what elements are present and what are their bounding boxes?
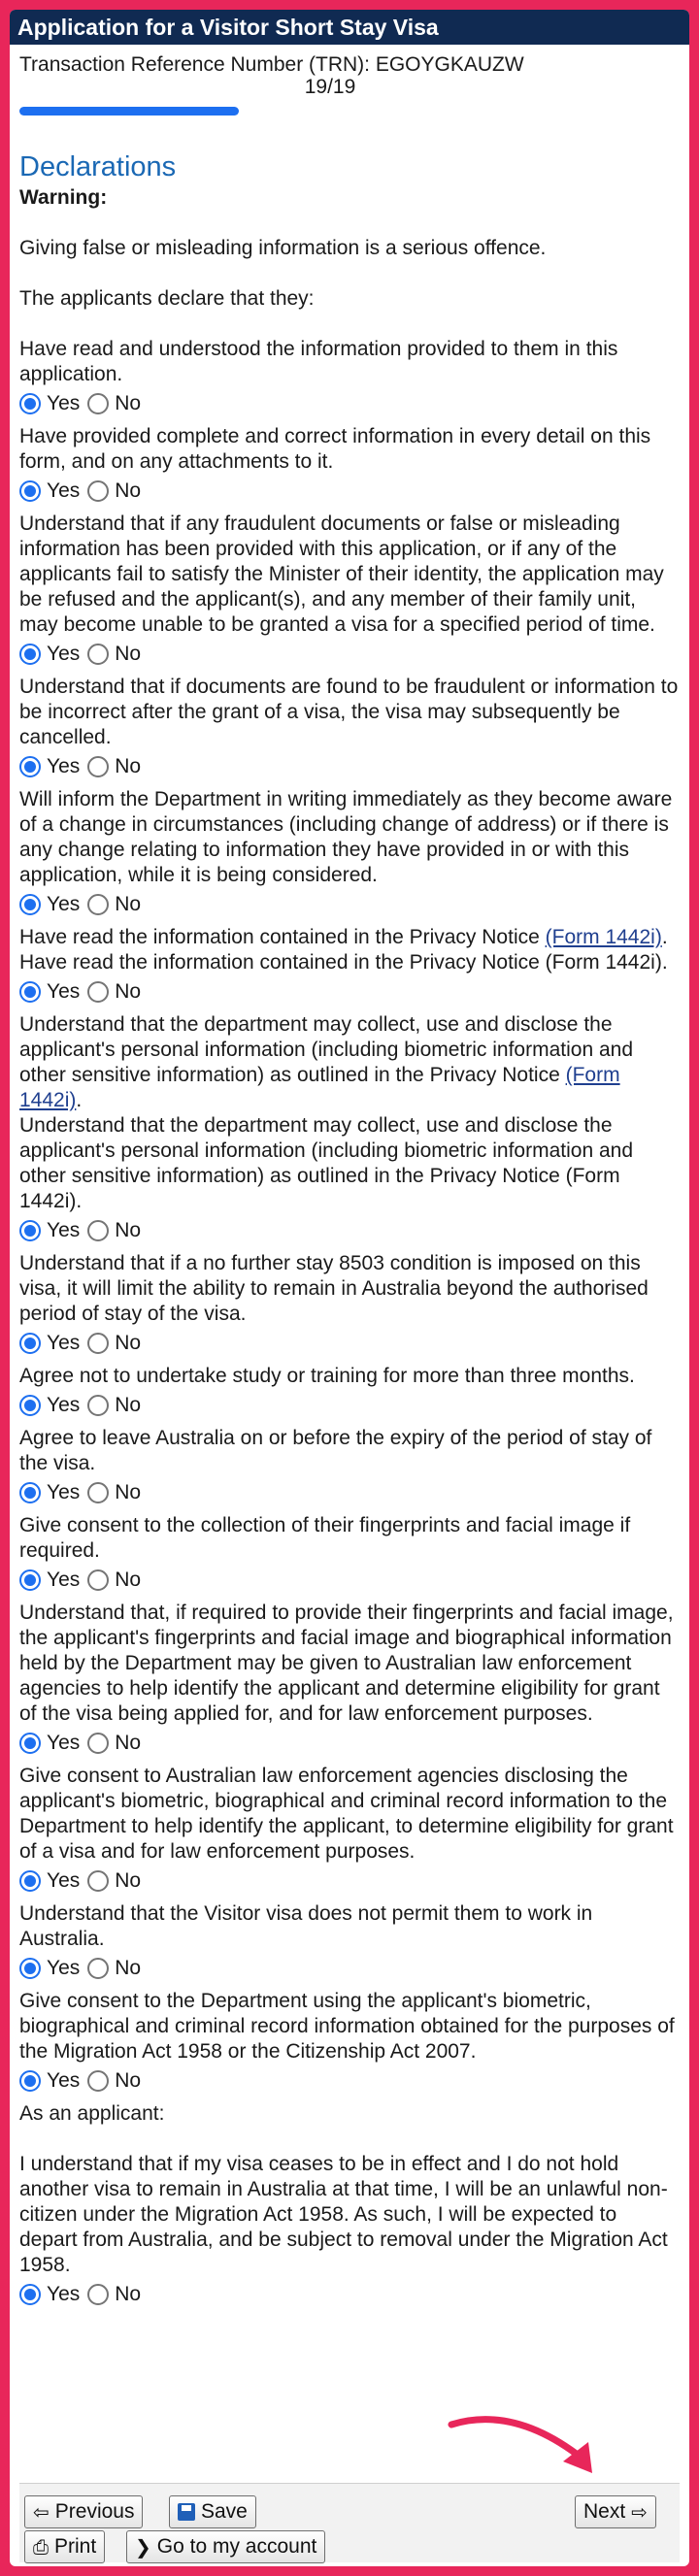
privacy-notice-link[interactable]: (Form 1442i): [19, 1064, 620, 1111]
yes-radio[interactable]: [19, 1870, 41, 1892]
no-label: No: [115, 893, 142, 915]
next-label: Next: [583, 2500, 626, 2523]
declaration-linked-suffix: .: [661, 926, 668, 948]
questions-list: [19, 337, 680, 2096]
yes-no-radio-group: [19, 752, 680, 781]
no-radio[interactable]: [87, 1958, 109, 1979]
yes-label: Yes: [47, 1481, 81, 1503]
declaration-item: [19, 1251, 680, 1358]
yes-no-radio-group: [19, 977, 680, 1007]
yes-radio[interactable]: [19, 1220, 41, 1241]
intro-warning-text: Giving false or misleading information is a serious offence.: [19, 237, 547, 259]
declaration-item: [19, 1764, 680, 1896]
yes-no-radio-group: [19, 1954, 680, 1983]
declaration-text: Agree not to undertake study or training for more than three months.: [19, 1365, 635, 1387]
annotation-arrow-icon: [447, 2405, 621, 2483]
yes-label: Yes: [47, 980, 81, 1003]
declaration-text: Understand that the Visitor visa does not permit them to work in Australia.: [19, 1902, 593, 1950]
no-radio[interactable]: [87, 894, 109, 915]
declaration-linked-text: [19, 1012, 680, 1113]
step-counter: 19/19: [304, 76, 356, 98]
no-radio[interactable]: [87, 981, 109, 1003]
yes-label: Yes: [47, 1332, 81, 1354]
yes-no-radio-group: [19, 1478, 680, 1507]
declaration-text: Give consent to the collection of their fingerprints and facial image if required.: [19, 1514, 631, 1562]
no-label: No: [115, 1394, 142, 1416]
no-radio[interactable]: [87, 2070, 109, 2092]
no-label: No: [115, 1481, 142, 1503]
footer-toolbar: [19, 2483, 680, 2562]
yes-label: Yes: [47, 479, 81, 502]
yes-label: Yes: [47, 755, 81, 777]
declaration-text: Understand that the department may collect, use and disclose the applicant's personal information (including biometric information and other sensitive information) as outlined in the Privacy Notice (Form 1442i).: [19, 1114, 634, 1212]
yes-no-radio-group: [19, 389, 680, 418]
declarations-content: [10, 185, 689, 2309]
no-radio[interactable]: [87, 1569, 109, 1591]
page-title: Application for a Visitor Short Stay Visa: [10, 10, 689, 45]
yes-label: Yes: [47, 1732, 81, 1754]
declaration-linked-prefix: Understand that the department may collect, use and disclose the applicant's personal information (including biometric information and other sensitive information) as outlined in the Privacy Notice: [19, 1013, 634, 1086]
declaration-text: Have read and understood the information provided to them in this application.: [19, 338, 618, 385]
yes-no-radio-group: [19, 1566, 680, 1595]
no-radio[interactable]: [87, 1870, 109, 1892]
no-radio[interactable]: [87, 1733, 109, 1754]
applicant-heading: As an applicant:: [19, 2102, 165, 2125]
declaration-text: Understand that, if required to provide their fingerprints and facial image, the applicant's fingerprints and facial image and biographical information held by the Department may be given to Australian law enforcement agencies to help identify the applicant and determine eligibility for grant of the visa being applied for, and for law enforcement purposes.: [19, 1602, 674, 1725]
arrow-left-icon: ⇦: [33, 2500, 50, 2524]
yes-radio[interactable]: [19, 981, 41, 1003]
privacy-notice-link[interactable]: (Form 1442i): [545, 926, 662, 948]
yes-no-radio-group: [19, 1866, 680, 1896]
yes-no-radio-group: [19, 477, 680, 506]
yes-radio[interactable]: [19, 2070, 41, 2092]
no-label: No: [115, 1332, 142, 1354]
declaration-linked-prefix: Have read the information contained in the Privacy Notice: [19, 926, 546, 948]
printer-icon: ⎙: [33, 2535, 49, 2559]
declaration-item: [19, 424, 680, 506]
yes-label: Yes: [47, 1957, 81, 1979]
yes-radio[interactable]: [19, 1569, 41, 1591]
no-radio[interactable]: [87, 1333, 109, 1354]
yes-no-radio-group: [19, 1391, 680, 1420]
yes-no-radio-group: [19, 2066, 680, 2096]
yes-radio[interactable]: [19, 894, 41, 915]
declaration-text: Understand that if a no further stay 8503 condition is imposed on this visa, it will limit the ability to remain in Australia beyond the authorised period of stay of the visa.: [19, 1252, 649, 1325]
no-label: No: [115, 1569, 142, 1591]
yes-radio[interactable]: [19, 2284, 41, 2305]
no-label: No: [115, 479, 142, 502]
declaration-item: [19, 1513, 680, 1595]
next-button[interactable]: [575, 2495, 656, 2528]
yes-radio[interactable]: [19, 393, 41, 414]
no-radio[interactable]: [87, 1220, 109, 1241]
declaration-item: [19, 787, 680, 919]
no-radio[interactable]: [87, 1395, 109, 1416]
no-radio[interactable]: [87, 1482, 109, 1503]
no-radio[interactable]: [87, 393, 109, 414]
no-radio[interactable]: [87, 480, 109, 502]
declaration-item: [19, 1989, 680, 2096]
declaration-item: [19, 1426, 680, 1507]
intro-declare-text: The applicants declare that they:: [19, 287, 315, 310]
application-page: [10, 10, 689, 2566]
save-label: Save: [201, 2500, 248, 2523]
applicant-declaration-text: I understand that if my visa ceases to be in effect and I do not hold another visa to remain in Australia at that time, I will be an unlawful non-citizen under the Migration Act 1958. As such, I will be expected to depart from Australia, and be subject to removal under the Migration Act 1958.: [19, 2153, 668, 2276]
yes-no-radio-group: [19, 1329, 680, 1358]
declaration-item: [19, 925, 680, 1007]
declaration-text: Have provided complete and correct information in every detail on this form, and on any attachments to it.: [19, 425, 651, 473]
no-label: No: [115, 755, 142, 777]
progress-bar: [19, 107, 239, 116]
declaration-text: Will inform the Department in writing immediately as they become aware of a change in circumstances (including change of address) or if there is any change relating to information they have provided in or with this application, while it is being considered.: [19, 788, 673, 886]
no-label: No: [115, 1957, 142, 1979]
previous-label: Previous: [54, 2500, 135, 2523]
applicant-radio-group: [19, 2280, 680, 2309]
print-button[interactable]: [24, 2530, 105, 2563]
print-label: Print: [54, 2535, 97, 2558]
chevron-right-icon: ❯: [135, 2535, 151, 2559]
section-title: Declarations: [19, 151, 177, 182]
yes-no-radio-group: [19, 1216, 680, 1245]
yes-label: Yes: [47, 1394, 81, 1416]
yes-radio[interactable]: [19, 1482, 41, 1503]
no-label: No: [115, 392, 142, 414]
declaration-item: [19, 675, 680, 781]
arrow-right-icon: ⇨: [631, 2500, 648, 2524]
declaration-text: Give consent to Australian law enforcement agencies disclosing the applicant's biometric, biographical and criminal record information to the Department to help identify the applicant, to determine eligibility for grant of a visa and for law enforcement purposes.: [19, 1765, 674, 1863]
yes-label: Yes: [47, 2069, 81, 2092]
yes-label: Yes: [47, 643, 81, 665]
no-radio[interactable]: [87, 756, 109, 777]
declaration-text: Understand that if documents are found to be fraudulent or information to be incorrect after the grant of a visa, the visa may subsequently be cancelled.: [19, 676, 679, 748]
yes-no-radio-group: [19, 640, 680, 669]
yes-label: Yes: [47, 893, 81, 915]
yes-label: Yes: [47, 1869, 81, 1892]
no-label: No: [115, 1732, 142, 1754]
trn-label: Transaction Reference Number (TRN): EGOYGKAUZW: [19, 53, 524, 76]
declaration-text: Give consent to the Department using the applicant's biometric, biographical and criminal record information obtained for the purposes of the Migration Act 1958 or the Citizenship Act 2007.: [19, 1990, 675, 2063]
no-label: No: [115, 643, 142, 665]
no-radio[interactable]: [87, 2284, 109, 2305]
save-button[interactable]: [169, 2495, 256, 2528]
declaration-text: Have read the information contained in the Privacy Notice (Form 1442i).: [19, 951, 668, 974]
declaration-item: [19, 1901, 680, 1983]
account-label: Go to my account: [156, 2535, 317, 2558]
yes-no-radio-group: [19, 1729, 680, 1758]
previous-button[interactable]: [24, 2495, 143, 2528]
yes-radio[interactable]: [19, 756, 41, 777]
declaration-item: [19, 1364, 680, 1420]
yes-radio[interactable]: [19, 480, 41, 502]
yes-radio[interactable]: [19, 644, 41, 665]
yes-label: Yes: [47, 1219, 81, 1241]
declaration-linked-text: [19, 925, 680, 950]
yes-label: Yes: [47, 1569, 81, 1591]
go-to-account-button[interactable]: [126, 2530, 325, 2563]
yes-no-radio-group: [19, 890, 680, 919]
declaration-item: [19, 1012, 680, 1245]
declaration-text: Agree to leave Australia on or before the expiry of the period of stay of the visa.: [19, 1427, 652, 1474]
declaration-linked-suffix: .: [76, 1089, 83, 1111]
no-label: No: [115, 980, 142, 1003]
yes-radio[interactable]: [19, 1333, 41, 1354]
floppy-disk-icon: [178, 2503, 195, 2521]
no-radio[interactable]: [87, 644, 109, 665]
declaration-item: [19, 1601, 680, 1758]
declaration-item: [19, 512, 680, 669]
no-label: No: [115, 1869, 142, 1892]
warning-label: Warning:: [19, 186, 108, 209]
yes-label: Yes: [47, 392, 81, 414]
declaration-text: Understand that if any fraudulent documents or false or misleading information has been provided with this application, or if any of the applicants fail to satisfy the Minister of their identity, the application may be refused and the applicant(s), and any member of their family unit, may become unable to be granted a visa for a specified period of time.: [19, 512, 664, 636]
no-label: No: [115, 2283, 142, 2305]
no-label: No: [115, 2069, 142, 2092]
yes-radio[interactable]: [19, 1395, 41, 1416]
declaration-item: [19, 337, 680, 418]
yes-label: Yes: [47, 2283, 81, 2305]
yes-radio[interactable]: [19, 1958, 41, 1979]
yes-radio[interactable]: [19, 1733, 41, 1754]
no-label: No: [115, 1219, 142, 1241]
